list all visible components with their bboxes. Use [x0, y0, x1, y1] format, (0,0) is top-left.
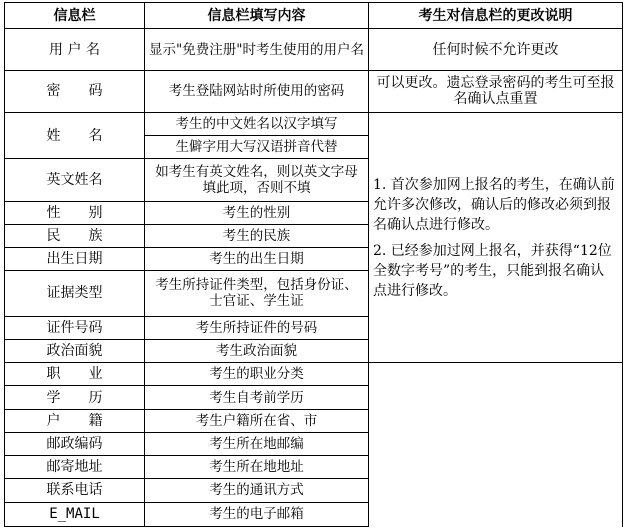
content-cell: 考生所在地邮编	[145, 432, 369, 455]
content-cell: 考生所持证件类型，包括身份证、士官证、学生证	[145, 271, 369, 316]
table-row	[5, 456, 623, 479]
field-cell: 出生日期	[5, 248, 145, 271]
content-cell: 如考生有英文姓名，则以英文字母填此项，否则不填	[145, 159, 369, 201]
field-cell: 联系电话	[5, 479, 145, 502]
content-cell: 考生户籍所在省、市	[145, 409, 369, 432]
note-cell: 任何时候不允许更改	[369, 29, 623, 70]
content-cell: 考生的职业分类	[145, 363, 369, 386]
content-cell: 考生所在地地址	[145, 456, 369, 479]
table-header-row	[5, 3, 623, 29]
field-cell: 职 业	[5, 363, 145, 386]
content-cell: 考生的通讯方式	[145, 479, 369, 502]
table-row	[5, 70, 623, 112]
info-field-table	[4, 2, 623, 527]
field-cell: 证件号码	[5, 316, 145, 339]
field-cell: 邮寄地址	[5, 456, 145, 479]
field-cell: 邮政编码	[5, 432, 145, 455]
content-cell: 考生的电子邮箱	[145, 502, 369, 526]
table-row	[5, 386, 623, 409]
content-cell: 考生自考前学历	[145, 386, 369, 409]
document-page	[4, 2, 622, 527]
content-cell: 考生的出生日期	[145, 248, 369, 271]
note-cell: 可以更改。遗忘登录密码的考生可至报名确认点重置	[369, 70, 623, 112]
field-cell: 用 户 名	[5, 29, 145, 70]
content-cell: 考生政治面貌	[145, 339, 369, 362]
content-cell: 显示"免费注册"时考生使用的用户名	[145, 29, 369, 70]
table-row	[5, 112, 623, 135]
field-cell: 户 籍	[5, 409, 145, 432]
table-row	[5, 363, 623, 386]
field-cell: 英文姓名	[5, 159, 145, 201]
table-row	[5, 479, 623, 502]
field-cell: 政治面貌	[5, 339, 145, 362]
content-cell: 考生的中文姓名以汉字填写	[145, 112, 369, 135]
content-cell: 考生的民族	[145, 224, 369, 247]
table-row	[5, 502, 623, 526]
field-cell: E_MAIL	[5, 502, 145, 526]
field-cell: 性 别	[5, 201, 145, 224]
table-row	[5, 409, 623, 432]
field-cell: 学 历	[5, 386, 145, 409]
content-cell: 考生的性别	[145, 201, 369, 224]
field-cell: 证据类型	[5, 271, 145, 316]
header-content: 信息栏填写内容	[145, 3, 369, 29]
content-cell: 生僻字用大写汉语拼音代替	[145, 136, 369, 159]
content-cell: 考生登陆网站时所使用的密码	[145, 70, 369, 112]
note-item-1: 1. 首次参加网上报名的考生，在确认前允许多次修改，确认后的修改必须到报名确认点进行修改。	[373, 176, 615, 233]
table-row	[5, 29, 623, 70]
field-cell: 密 码	[5, 70, 145, 112]
field-cell: 民 族	[5, 224, 145, 247]
table-row	[5, 432, 623, 455]
header-note: 考生对信息栏的更改说明	[369, 3, 623, 29]
header-field: 信息栏	[5, 3, 145, 29]
content-cell: 考生所持证件的号码	[145, 316, 369, 339]
merged-note-group-a	[369, 112, 623, 362]
note-item-2: 2. 已经参加过网上报名，并获得“12位全数字考号”的考生，只能到报名确认点进行修改。	[373, 242, 612, 299]
field-cell: 姓 名	[5, 112, 145, 158]
